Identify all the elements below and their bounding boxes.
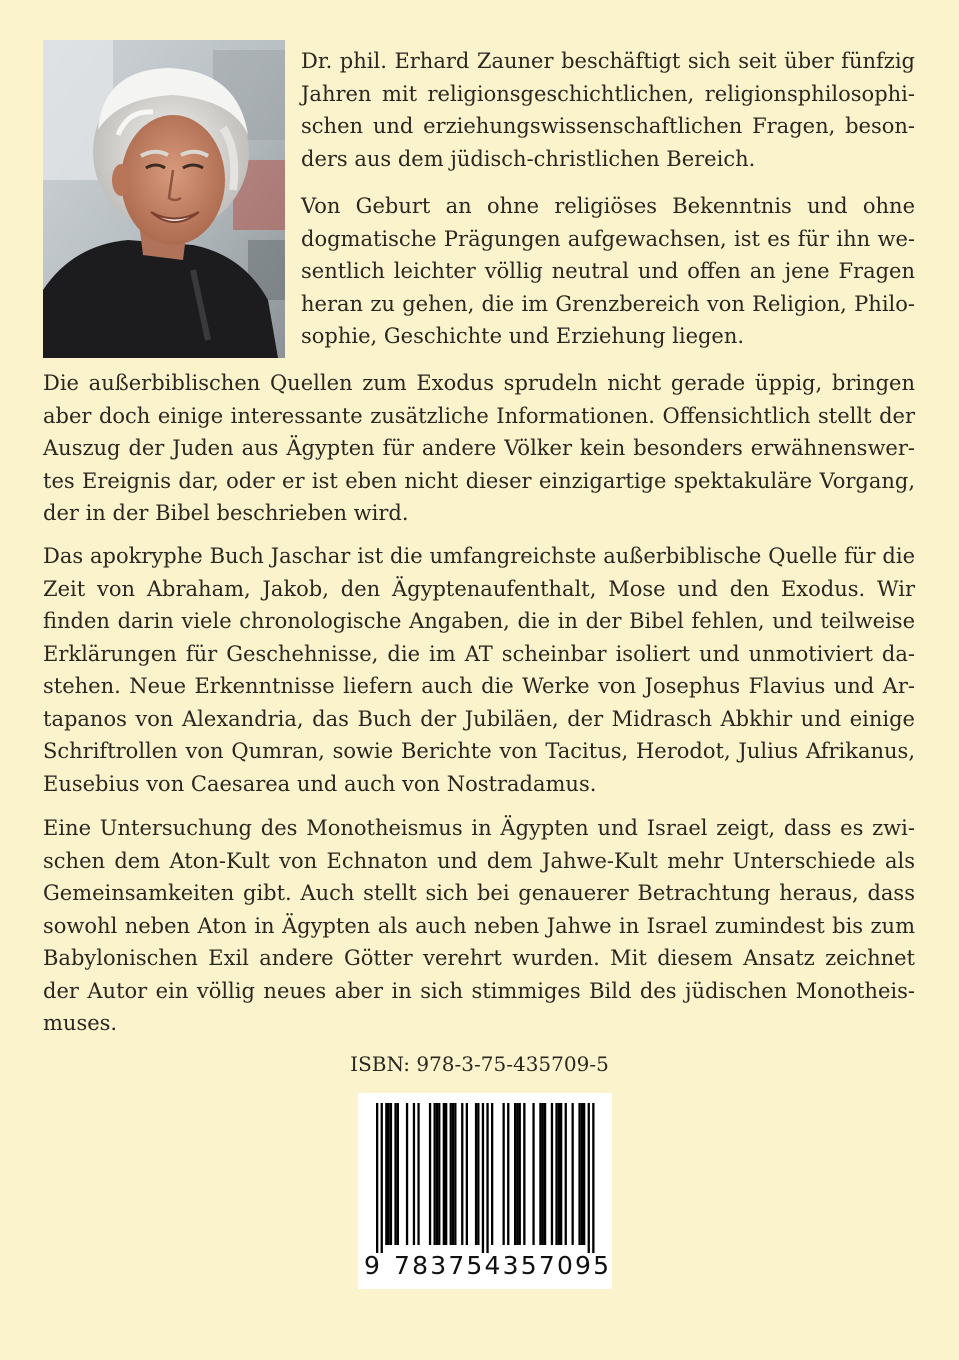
- barcode-bar: [523, 1103, 525, 1245]
- barcode-bar: [486, 1103, 488, 1253]
- barcode-bar: [572, 1103, 574, 1245]
- barcode-bar: [491, 1103, 493, 1245]
- barcode-number: 783754357095: [394, 1251, 612, 1280]
- isbn-label: ISBN: 978-3-75-435709-5: [350, 1052, 609, 1076]
- barcode-bar: [452, 1103, 454, 1245]
- barcode-bar: [381, 1103, 383, 1253]
- barcode-bar: [578, 1103, 580, 1245]
- barcode-bar: [466, 1103, 468, 1245]
- barcode-bar: [388, 1103, 390, 1245]
- barcode-bar: [385, 1103, 387, 1245]
- barcode-bar: [516, 1103, 518, 1245]
- barcode-bar: [581, 1103, 583, 1245]
- author-bio-paragraph-1: Dr. phil. Erhard Zauner beschäftigt sich seit über fünfzig Jahren mit religionsgeschichtlichen, religionsphilosophischen und erziehungswissenschaftlichen Fragen, besonders aus dem jüdisch-christlichen Bereich.: [301, 49, 915, 171]
- barcode-bar: [443, 1103, 445, 1245]
- barcode-bar: [519, 1103, 521, 1245]
- barcode-bar: [417, 1103, 419, 1245]
- barcode-bar: [503, 1103, 505, 1245]
- barcode-bar: [394, 1103, 396, 1245]
- barcode-bar: [583, 1103, 585, 1245]
- barcode-bar: [413, 1103, 415, 1245]
- barcode-bar: [397, 1103, 399, 1245]
- barcode-bar: [461, 1103, 463, 1245]
- barcode-bar: [532, 1103, 534, 1245]
- author-bio-paragraph-2: Von Geburt an ohne religiöses Bekenntnis und ohne dogmatische Prägungen aufgewachsen, ist es für ihn wesentlich leichter völlig neutral und offen an jene Fragen heran zu gehen, die im Grenzbereich von Religion, Philosophie, Geschichte und Erziehung liegen.: [301, 194, 915, 348]
- barcode-bar: [438, 1103, 440, 1245]
- barcode-bar: [542, 1103, 544, 1245]
- barcode-bar: [454, 1103, 456, 1245]
- barcode-bar: [514, 1103, 516, 1245]
- barcode-bar: [560, 1103, 562, 1245]
- barcode-bar: [406, 1103, 408, 1245]
- barcode-first-digit: 9: [364, 1251, 380, 1280]
- barcode-bar: [558, 1103, 560, 1245]
- barcode-bar: [429, 1103, 431, 1245]
- barcode-bar: [565, 1103, 567, 1245]
- barcode-bar: [551, 1103, 553, 1245]
- barcode-bar: [507, 1103, 509, 1245]
- barcode-bar: [376, 1103, 378, 1253]
- blurb-paragraph-2: Das apokryphe Buch Jaschar ist die umfangreichste außerbiblische Quelle für die Zeit von Abraham, Jakob, den Ägyptenaufenthalt, Mose und den Exodus. Wir finden darin viele chronologische Angaben, die in der Bibel fehlen, und teilweise Erklärungen für Geschehnisse, die im AT scheinbar isoliert und unmotiviert dastehen. Neue Erkenntnisse liefern auch die Werke von Josephus Flavius und Artapanos von Alexandria, das Buch der Jubiläen, der Midrasch Abkhir und einige Schriftrollen von Qumran, sowie Berichte von Tacitus, Herodot, Julius Afrikanus, Eusebius von Caesarea und auch von Nostradamus.: [43, 544, 915, 796]
- author-photo: [43, 40, 285, 358]
- blurb-paragraph-1: Die außerbiblischen Quellen zum Exodus sprudeln nicht gerade üppig, bringen aber doch einige interessante zusätzliche Informationen. Offensichtlich stellt der Auszug der Juden aus Ägypten für andere Völker kein besonders erwähnenswertes Ereignis dar, oder er ist eben nicht dieser einzigartige spektakuläre Vorgang, der in der Bibel beschrieben wird.: [43, 371, 915, 525]
- barcode-bar: [477, 1103, 479, 1245]
- barcode-bar: [555, 1103, 557, 1245]
- blurb-paragraph-3: Eine Untersuchung des Monotheismus in Ägypten und Israel zeigt, dass es zwischen dem Aton-Kult von Echnaton und dem Jahwe-Kult mehr Unterschiede als Gemeinsamkeiten gibt. Auch stellt sich bei genauerer Betrachtung heraus, dass sowohl neben Aton in Ägypten als auch neben Jahwe in Israel zumindest bis zum Babylonischen Exil andere Götter verehrt wurden. Mit diesem Ansatz zeichnet der Autor ein völlig neues aber in sich stimmiges Bild des jüdischen Monotheismuses.: [43, 816, 915, 1035]
- barcode-bar: [434, 1103, 436, 1245]
- barcode-bar: [544, 1103, 546, 1245]
- barcode-bar: [482, 1103, 484, 1253]
- isbn-barcode: [358, 1093, 612, 1289]
- barcode-bar: [539, 1103, 541, 1245]
- barcode-bar: [475, 1103, 477, 1245]
- barcode-bar: [436, 1103, 438, 1245]
- barcode-bar: [390, 1103, 392, 1245]
- barcode-digits: [358, 1249, 612, 1283]
- barcode-bar: [450, 1103, 452, 1245]
- barcode-bar: [445, 1103, 447, 1245]
- barcode-bar: [588, 1103, 590, 1253]
- barcode-bar: [592, 1103, 594, 1253]
- author-portrait-icon: [43, 40, 285, 358]
